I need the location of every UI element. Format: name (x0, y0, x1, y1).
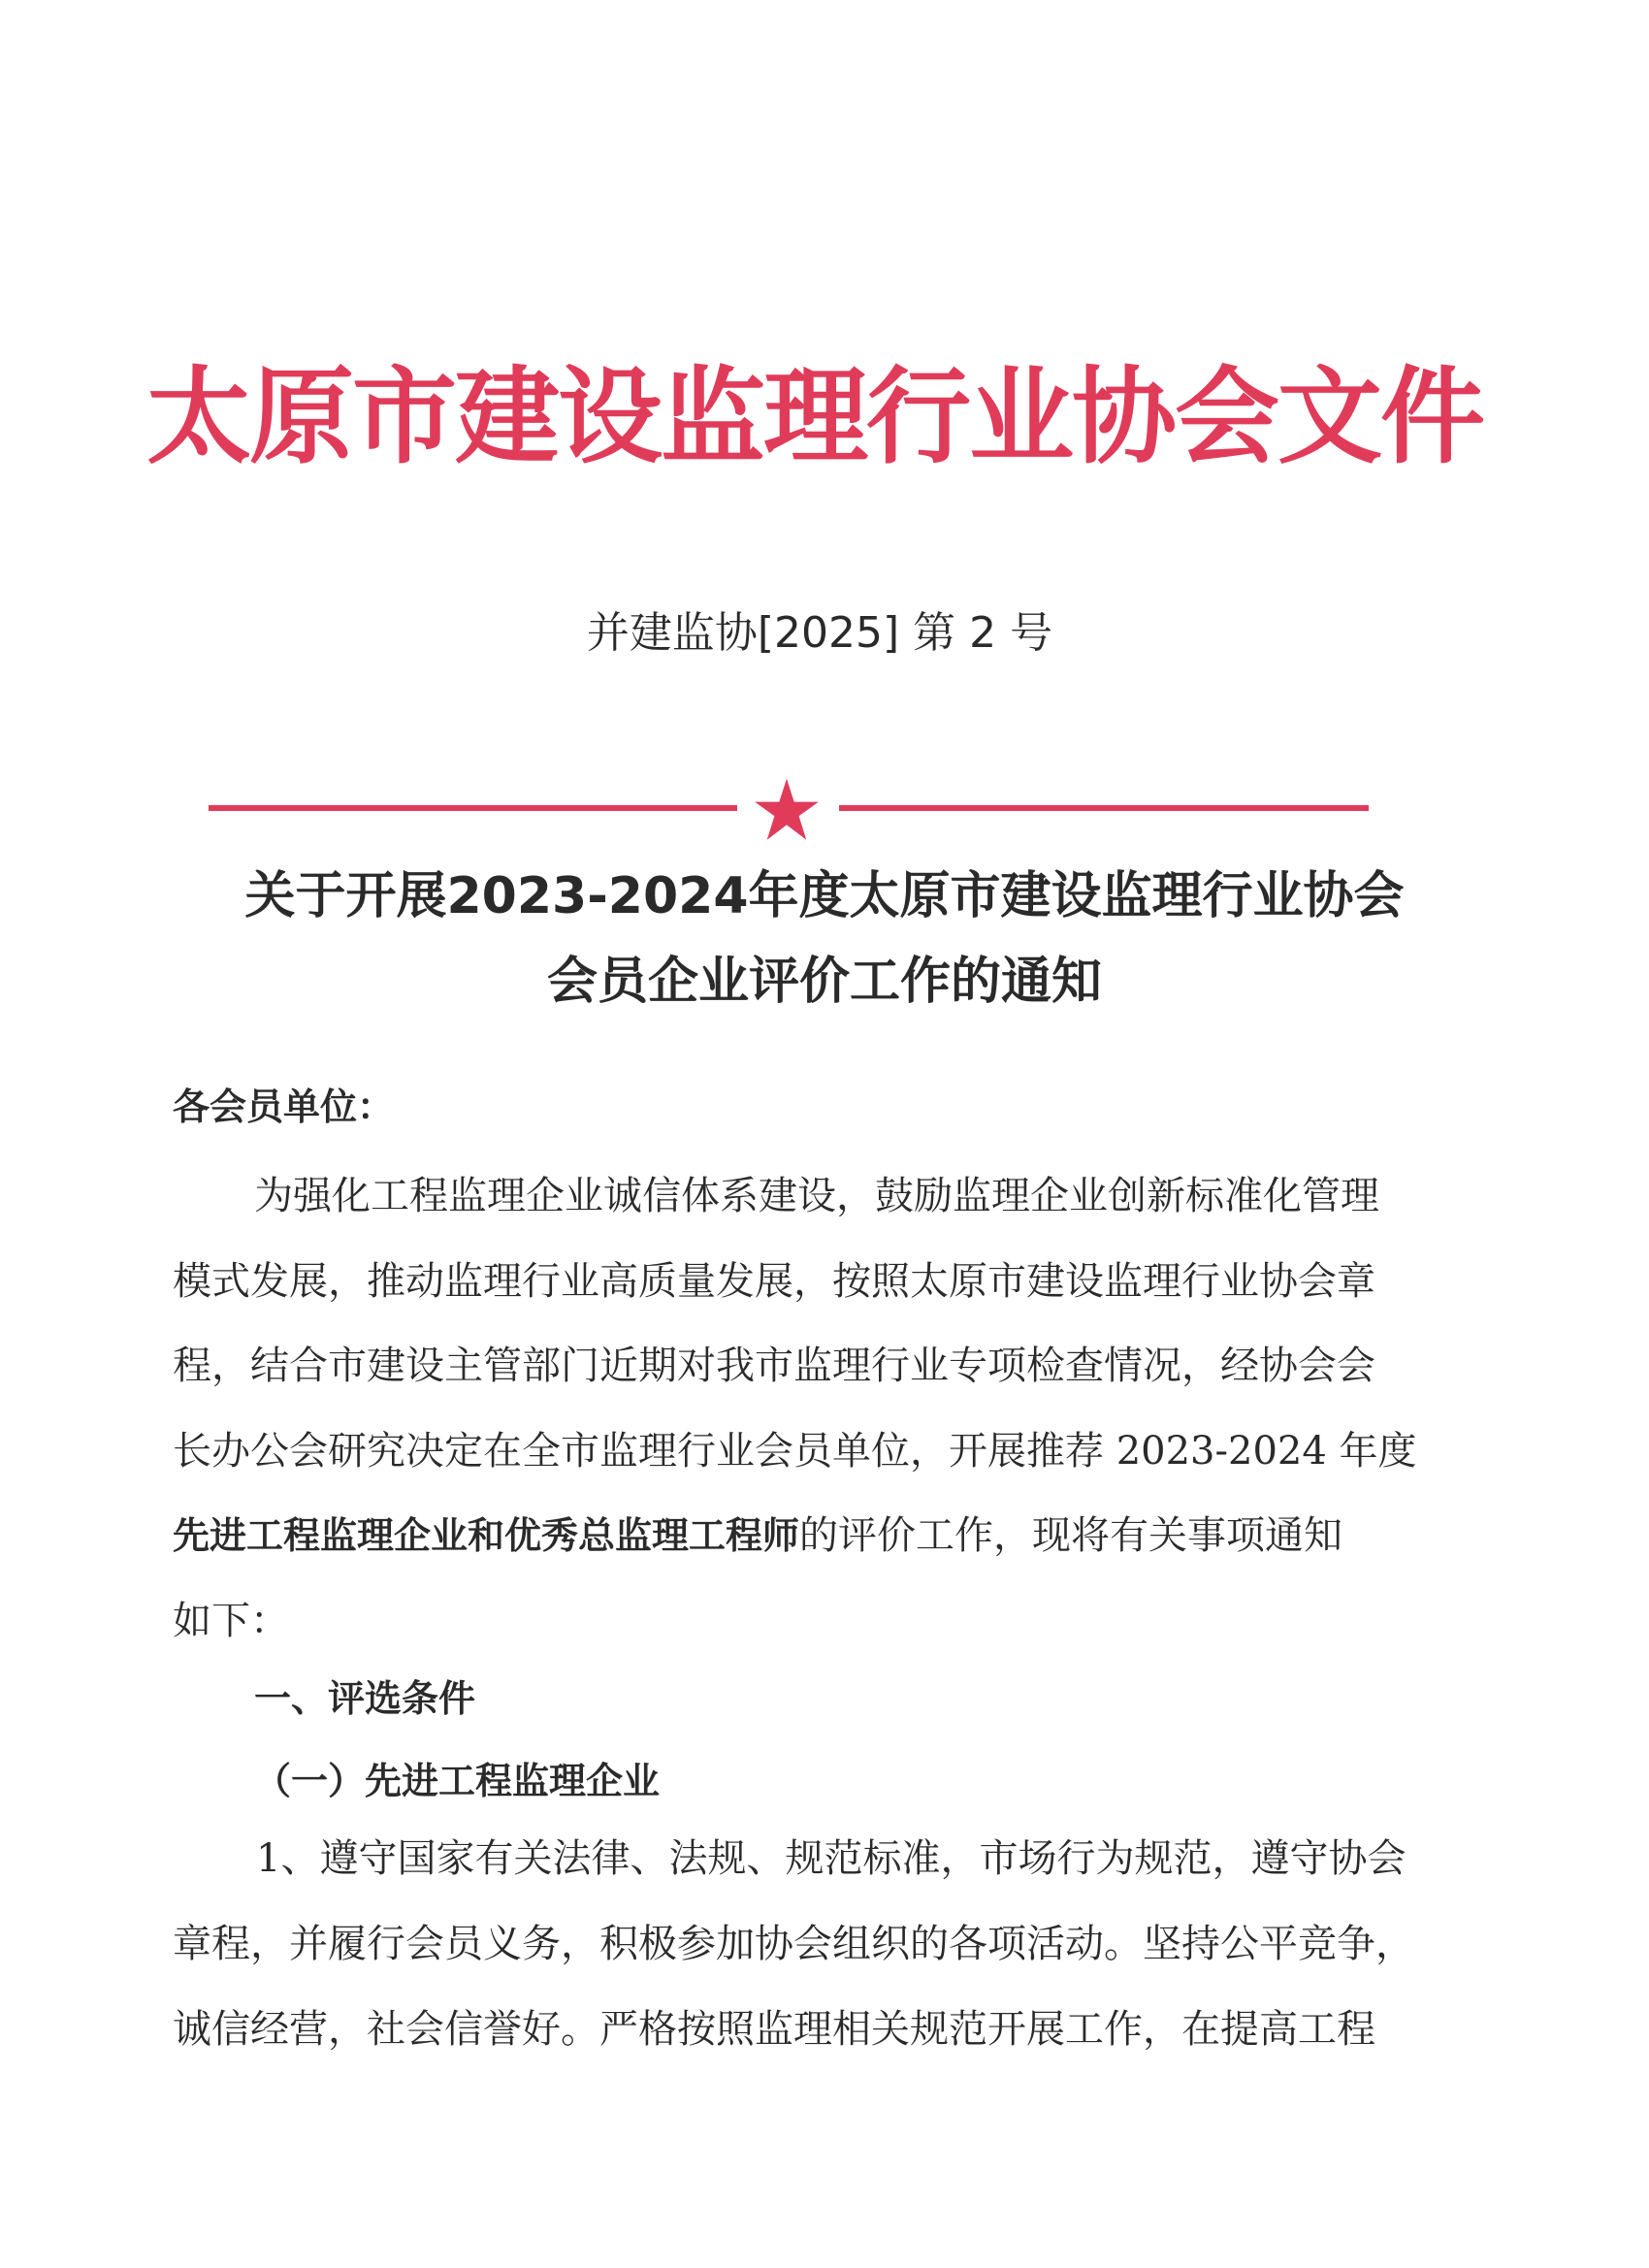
star-icon (753, 776, 821, 844)
intro-line-5 (173, 1494, 1448, 1579)
red-divider (209, 776, 1369, 844)
divider-line-right (839, 805, 1369, 811)
intro-line-3: 程，结合市建设主管部门近期对我市监理行业专项检查情况，经协会会 (173, 1344, 1375, 1388)
intro-line-6: 如下： (173, 1598, 289, 1643)
intro-line-4: 长办公会研究决定在全市监理行业会员单位，开展推荐 2023-2024 年度 (173, 1428, 1417, 1474)
document-number: 并建监协[2025] 第 2 号 (586, 608, 1053, 658)
item1-line-2: 章程，并履行会员义务，积极参加协会组织的各项活动。坚持公平竞争， (173, 1922, 1414, 1966)
divider-line-left (209, 805, 737, 811)
item1-line-3: 诚信经营，社会信誉好。严格按照监理相关规范开展工作，在提高工程 (173, 2007, 1375, 2052)
section-heading-criteria: 一、评选条件 (254, 1677, 476, 1720)
sub-heading-advanced-enterprise: （一）先进工程监理企业 (254, 1760, 661, 1802)
highlighted-award-names: 先进工程监理企业和优秀总监理工程师 (173, 1514, 800, 1557)
notice-title-line-1: 关于开展2023-2024年度太原市建设监理行业协会 (244, 867, 1405, 925)
notice-title (0, 854, 1649, 1024)
criteria-item-1 (173, 1816, 1448, 2072)
notice-title-line-2: 会员企业评价工作的通知 (546, 953, 1102, 1011)
intro-line-2: 模式发展，推动监理行业高质量发展，按照太原市建设监理行业协会章 (173, 1258, 1375, 1304)
intro-line-1: 为强化工程监理企业诚信体系建设，鼓励监理企业创新标准化管理 (254, 1174, 1379, 1218)
salutation: 各会员单位： (173, 1085, 395, 1128)
org-file-title: 太原市建设监理行业协会文件 (146, 357, 1483, 478)
intro-paragraph (173, 1154, 1448, 1664)
item1-line-1: 1、遵守国家有关法律、法规、规范标准，市场行为规范，遵守协会 (256, 1836, 1406, 1881)
intro-line-5-rest: 的评价工作，现将有关事项通知 (799, 1513, 1343, 1558)
